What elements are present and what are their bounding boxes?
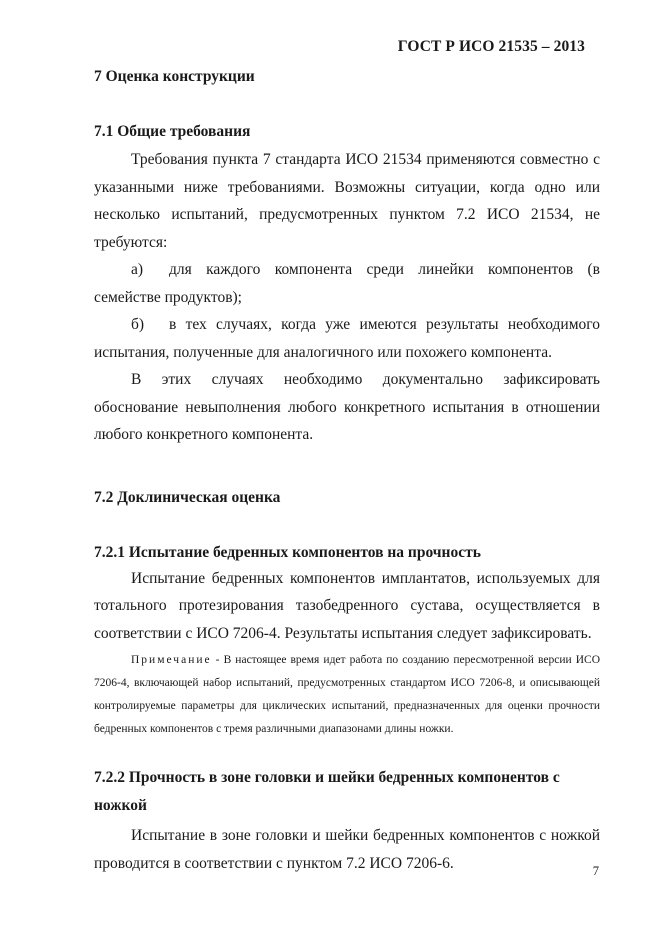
document-body [94, 64, 600, 877]
list-text-b: в тех случаях, когда уже имеются результаты необходимого испытания, полученные для аналогичного или похожего компонента. [94, 316, 600, 361]
list-item-b [94, 311, 600, 366]
section-7-2-1-text: Испытание бедренных компонентов имплантатов, используемых для тотального протезирования тазобедренного сустава, осуществляется в соответствии с ИСО 7206-4. Результаты испытания следует зафиксировать. [94, 569, 600, 642]
note-label: Примечание [131, 654, 212, 666]
section-7-2-2-heading: 7.2.2 Прочность в зоне головки и шейки бедренных компонентов с ножкой [94, 769, 560, 814]
list-item-a [94, 256, 600, 311]
section-7-1-closing: В этих случаях необходимо документально зафиксировать обоснование невыполнения любого конкретного испытания в отношении любого конкретного компонента. [94, 371, 600, 443]
section-7-1-heading: 7.1 Общие требования [94, 123, 251, 140]
document-header-id: ГОСТ Р ИСО 21535 – 2013 [397, 38, 585, 55]
section-7-2-heading: 7.2 Доклиническая оценка [94, 488, 281, 506]
section-7-1-intro: Требования пункта 7 стандарта ИСО 21534 применяются совместно с указанными ниже требованиями. Возможны ситуации, когда одно или несколько испытаний, предусмотренных пунктом 7.2 ИСО 21534, не требуются: [94, 151, 600, 251]
section-7-heading: 7 Оценка конструкции [94, 68, 255, 85]
page-number: 7 [592, 864, 599, 878]
list-marker-a: а) [131, 261, 144, 278]
list-text-a: для каждого компонента среди линейки компонентов (в семействе продуктов); [94, 261, 600, 306]
list-marker-b: б) [131, 316, 145, 333]
section-7-2-1-note [94, 649, 600, 741]
section-7-2-1-heading: 7.2.1 Испытание бедренных компонентов на прочность [94, 543, 481, 561]
section-7-2-2-text: Испытание в зоне головки и шейки бедренных компонентов с ножкой проводится в соответствии с пунктом 7.2 ИСО 7206-6. [94, 827, 600, 872]
note-text: - В настоящее время идет работа по созданию пересмотренной версии ИСО 7206-4, включающей набор испытаний, предусмотренных стандартом ИСО 7206-8, и описывающей контролируемые параметры для циклических испытаний, предназначенных для оценки прочности бедренных компонентов с тремя различными диапазонами длины ножки. [94, 654, 600, 735]
